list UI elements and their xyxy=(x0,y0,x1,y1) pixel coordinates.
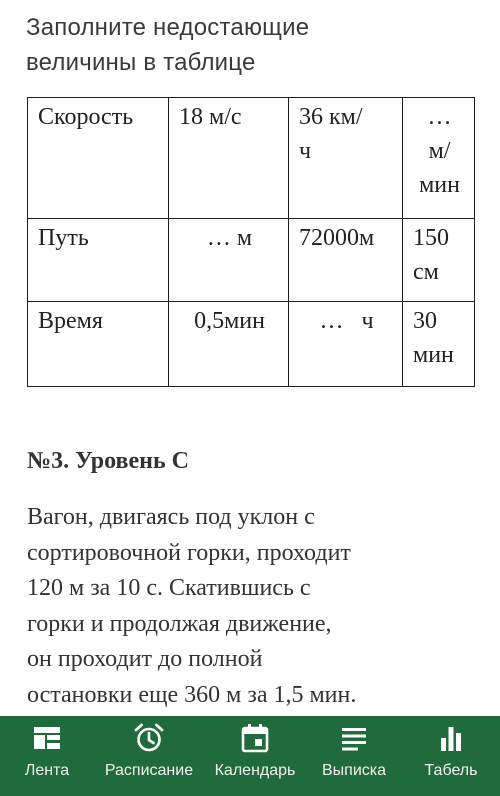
problem-line: горки и продолжая движение, xyxy=(27,610,332,637)
cell-time-3: 30 мин xyxy=(403,302,475,387)
nav-item-statement[interactable] xyxy=(306,716,402,796)
cell-distance-2: 72000м xyxy=(289,219,403,302)
nav-label: Календарь xyxy=(214,762,296,779)
problem-heading: №3. Уровень С xyxy=(27,448,189,474)
cell-distance-1: … м xyxy=(169,219,289,302)
problem-line: сортировочной горки, проходит xyxy=(27,539,351,566)
nav-label: Табель xyxy=(424,762,478,779)
nav-item-report-card[interactable] xyxy=(402,716,500,796)
cell-distance-3: 150 см xyxy=(403,219,475,302)
nav-label: Лента xyxy=(24,762,70,779)
table-row-speed xyxy=(28,98,475,219)
row-label-time: Время xyxy=(28,302,169,387)
cell-speed-2: 36 км/ ч xyxy=(289,98,403,219)
cell-time-1: 0,5мин xyxy=(169,302,289,387)
bar-chart-icon xyxy=(435,722,467,754)
problem-line: 120 м за 10 с. Скатившись с xyxy=(27,575,311,601)
nav-label: Расписание xyxy=(104,762,194,779)
cell-speed-1: 18 м/с xyxy=(169,98,289,219)
nav-label: Выписка xyxy=(321,762,387,779)
alarm-clock-icon xyxy=(133,722,165,754)
table-row-distance xyxy=(28,219,475,302)
list-icon xyxy=(338,722,370,754)
nav-item-feed[interactable] xyxy=(0,716,94,796)
nav-item-calendar[interactable] xyxy=(204,716,306,796)
feed-icon xyxy=(31,722,63,754)
instruction-line: величины в таблице xyxy=(26,49,256,76)
problem-line: Вагон, двигаясь под уклон с xyxy=(27,504,315,530)
problem-line: остановки еще 360 м за 1,5 мин. xyxy=(27,681,357,708)
table-row-time xyxy=(28,302,475,387)
bottom-navigation xyxy=(0,716,500,796)
instruction-line: Заполните недостающие xyxy=(26,14,310,41)
cell-time-2: … ч xyxy=(289,302,403,387)
row-label-distance: Путь xyxy=(28,219,169,302)
problem-line: он проходит до полной xyxy=(27,646,263,672)
task-instruction xyxy=(26,10,476,80)
calendar-icon xyxy=(239,722,271,754)
row-label-speed: Скорость xyxy=(28,98,169,219)
nav-item-schedule[interactable] xyxy=(94,716,204,796)
cell-speed-3: … м/ мин xyxy=(403,98,475,219)
problem-text xyxy=(27,500,487,713)
values-table xyxy=(27,97,475,387)
